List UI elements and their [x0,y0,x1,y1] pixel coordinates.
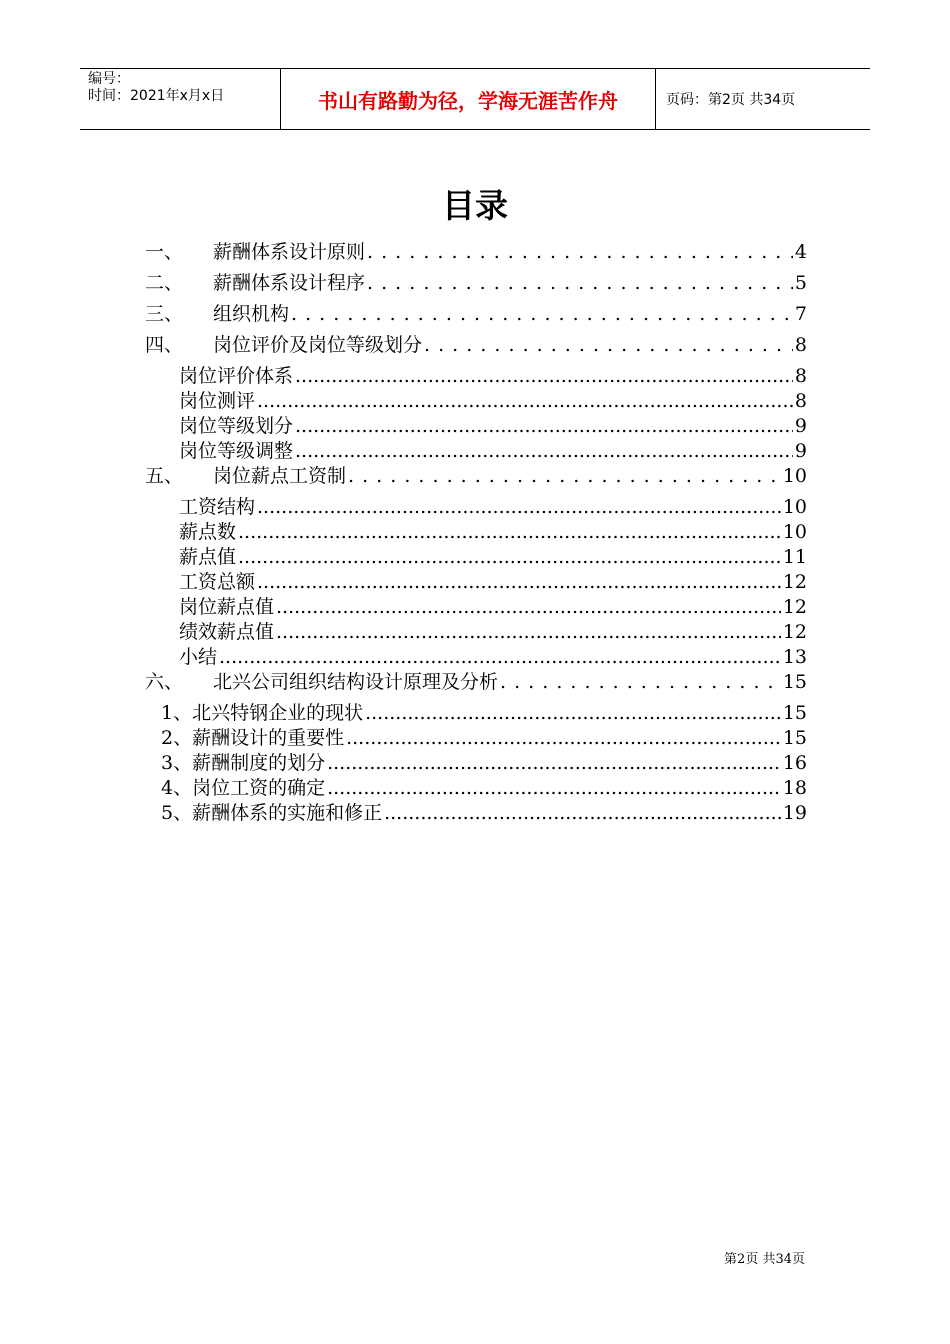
toc-entry-number: 五、 [145,465,184,487]
toc-page-number: 15 [782,671,807,693]
toc-entry[interactable] [145,361,807,386]
toc-page-number: 13 [782,646,807,668]
toc-entry[interactable] [145,592,807,617]
toc-entry[interactable] [145,617,807,642]
toc-entry[interactable] [145,386,807,411]
toc-dot-leader [257,496,781,518]
toc-page-number: 8 [794,365,807,387]
toc-entry-title: 绩效薪点值 [179,621,275,643]
toc-page-number: 10 [782,465,807,487]
page-footer: 第2页 共34页 [724,1252,805,1267]
toc-entry[interactable] [145,237,807,268]
toc-entry-title: 薪点数 [179,521,237,543]
toc-page-number: 11 [782,546,807,568]
toc-entry-title: 2、薪酬设计的重要性 [161,727,345,749]
toc-dot-leader [367,241,793,263]
toc-entry-title: 薪点值 [179,546,237,568]
toc-entry-title: 岗位等级调整 [179,440,294,462]
toc-entry[interactable] [145,268,807,299]
toc-entry[interactable] [145,567,807,592]
toc-entry[interactable] [145,642,807,667]
toc-entry[interactable] [145,492,807,517]
toc-page-number: 16 [782,752,807,774]
toc-dot-leader [348,465,781,487]
toc-dot-leader [291,303,793,325]
toc-page-number: 12 [782,571,807,593]
toc-page-number: 19 [782,802,807,824]
header-meta [80,69,281,129]
toc-dot-leader [424,334,793,356]
toc-dot-leader [238,521,781,543]
toc-entry[interactable] [145,723,807,748]
toc-dot-leader [257,571,781,593]
toc-entry[interactable] [145,330,807,361]
toc-entry-title: 工资总额 [179,571,256,593]
toc-dot-leader [295,365,793,387]
toc-entry-title: 组织机构 [213,303,290,325]
toc-page-number: 9 [794,440,807,462]
toc-page-number: 4 [794,241,807,263]
toc-entry-title: 薪酬体系设计原则 [213,241,366,263]
toc-entry[interactable] [145,698,807,723]
toc-entry-title: 工资结构 [179,496,256,518]
toc-entry[interactable] [145,299,807,330]
toc-page-number: 8 [794,390,807,412]
number-label: 编号： [88,71,130,87]
toc-entry[interactable] [145,542,807,567]
toc-entry-number: 六、 [145,671,184,693]
toc-dot-leader [295,440,793,462]
toc-dot-leader [295,415,793,437]
toc-dot-leader [327,777,781,799]
toc-dot-leader [367,272,793,294]
toc-entry-title: 岗位评价体系 [179,365,294,387]
toc-entry-number: 二、 [145,272,184,294]
toc-entry-number: 三、 [145,303,184,325]
toc-entry-title: 小结 [179,646,218,668]
toc-entry-title: 3、薪酬制度的划分 [161,752,326,774]
toc-dot-leader [276,621,781,643]
header-page-label: 页码：第2页 共34页 [666,92,796,108]
toc-page-number: 12 [782,621,807,643]
toc-dot-leader [384,802,781,824]
toc-entry-title: 4、岗位工资的确定 [161,777,326,799]
toc-dot-leader [276,596,781,618]
header-motto: 书山有路勤为径，学海无涯苦作舟 [281,69,656,129]
toc-page-number: 9 [794,415,807,437]
toc-page-number: 5 [794,272,807,294]
toc-entry-title: 北兴公司组织结构设计原理及分析 [213,671,499,693]
toc-dot-leader [346,727,781,749]
toc-entry[interactable] [145,517,807,542]
toc-entry-title: 岗位薪点工资制 [213,465,347,487]
toc-page-number: 18 [782,777,807,799]
toc-entry-title: 岗位等级划分 [179,415,294,437]
toc-dot-leader [257,390,793,412]
toc-page-number: 10 [782,521,807,543]
toc-page-number: 8 [794,334,807,356]
toc-entry-number: 一、 [145,241,184,263]
toc-dot-leader [219,646,781,668]
toc-entry-title: 5、薪酬体系的实施和修正 [161,802,383,824]
toc-entry[interactable] [145,667,807,698]
toc-dot-leader [365,702,781,724]
toc-page-number: 15 [782,702,807,724]
toc-entry-title: 1、北兴特钢企业的现状 [161,702,364,724]
toc-page-number: 12 [782,596,807,618]
toc-dot-leader [327,752,781,774]
toc-entry[interactable] [145,748,807,773]
toc-entry[interactable] [145,436,807,461]
toc-dot-leader [500,671,781,693]
toc-entry-title: 薪酬体系设计程序 [213,272,366,294]
toc-entry-title: 岗位评价及岗位等级划分 [213,334,423,356]
toc-entry[interactable] [145,411,807,436]
toc-page-number: 10 [782,496,807,518]
toc-entry[interactable] [145,773,807,798]
toc-dot-leader [238,546,781,568]
toc-page-number: 15 [782,727,807,749]
toc-entry-title: 岗位薪点值 [179,596,275,618]
toc-page-number: 7 [794,303,807,325]
page-header [80,68,870,130]
toc-entry-number: 四、 [145,334,184,356]
toc-entry-title: 岗位测评 [179,390,256,412]
toc-entry[interactable] [145,798,807,823]
time-label: 时间：2021年x月x日 [88,88,225,104]
table-of-contents [145,237,807,823]
toc-entry[interactable] [145,461,807,492]
page-title: 目录 [442,186,508,225]
